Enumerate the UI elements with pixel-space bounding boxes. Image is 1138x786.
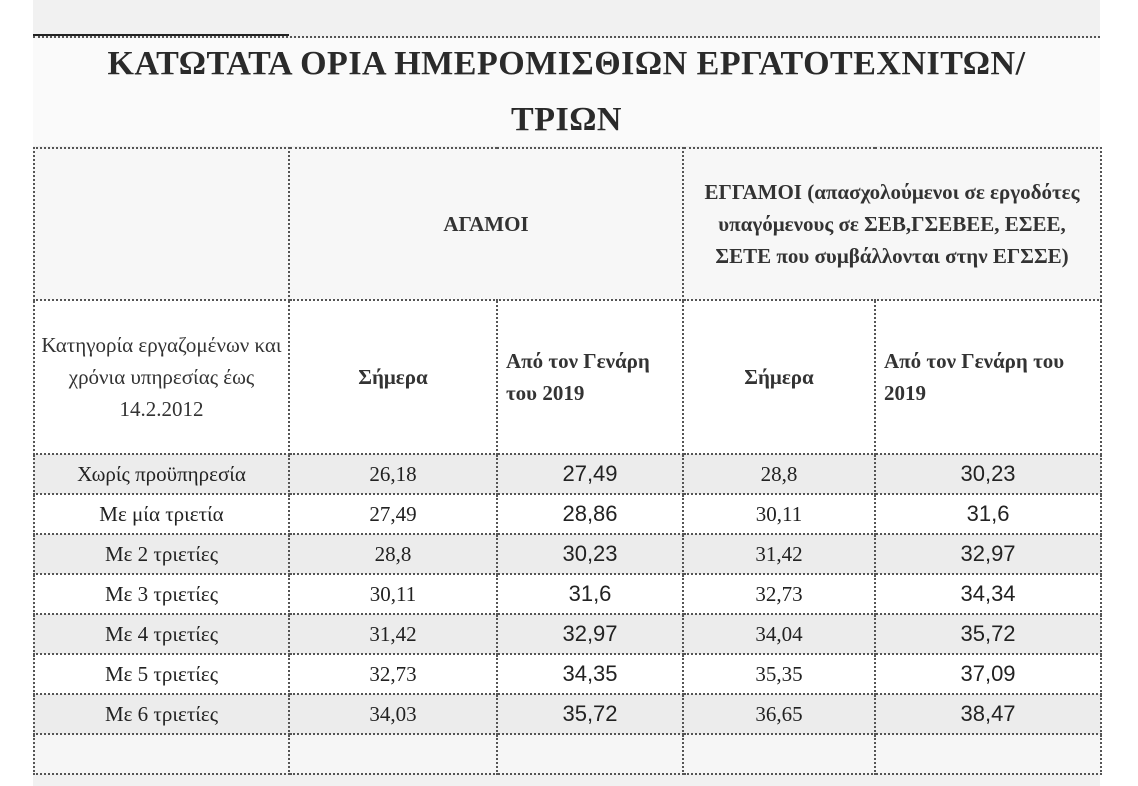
- married-group-header: ΕΓΓΑΜΟΙ (απασχολούμενοι σε εργοδότες υπαγόμενους σε ΣΕΒ,ΓΣΕΒΕΕ, ΕΣΕΕ, ΣΕΤΕ που συμβάλλονται στην ΕΓΣΣΕ): [683, 148, 1101, 300]
- single-2019-cell: 32,97: [497, 614, 683, 654]
- married-2019-cell: 32,97: [875, 534, 1101, 574]
- married-today-cell: 30,11: [683, 494, 875, 534]
- single-today-cell: 26,18: [289, 454, 497, 494]
- single-2019-cell: 34,35: [497, 654, 683, 694]
- table-row: [34, 494, 1101, 534]
- married-today-cell: 36,65: [683, 694, 875, 734]
- category-cell: Με 5 τριετίες: [34, 654, 289, 694]
- married-2019-header: Από τον Γενάρη του 2019: [875, 300, 1101, 454]
- married-2019-cell: 37,09: [875, 654, 1101, 694]
- table-title: [33, 38, 1100, 146]
- married-today-cell: 32,73: [683, 574, 875, 614]
- single-2019-cell: 31,6: [497, 574, 683, 614]
- married-2019-cell: 31,6: [875, 494, 1101, 534]
- single-today-header: Σήμερα: [289, 300, 497, 454]
- category-cell: Με μία τριετία: [34, 494, 289, 534]
- wage-table: [33, 147, 1102, 775]
- married-2019-cell: 30,23: [875, 454, 1101, 494]
- table-row: [34, 654, 1101, 694]
- column-header-row: [34, 300, 1101, 454]
- title-line-1: ΚΑΤΩΤΑΤΑ ΟΡΙΑ ΗΜΕΡΟΜΙΣΘΙΩΝ ΕΡΓΑΤΟΤΕΧΝΙΤΩΝ/: [107, 45, 1026, 82]
- single-today-cell: 32,73: [289, 654, 497, 694]
- table-row: [34, 614, 1101, 654]
- single-2019-cell: 35,72: [497, 694, 683, 734]
- married-today-header: Σήμερα: [683, 300, 875, 454]
- married-today-cell: 31,42: [683, 534, 875, 574]
- title-line-2: ΤΡΙΩΝ: [511, 101, 622, 138]
- single-today-cell: 34,03: [289, 694, 497, 734]
- empty-cell: [497, 734, 683, 774]
- table-row: [34, 694, 1101, 734]
- category-cell: Με 6 τριετίες: [34, 694, 289, 734]
- married-today-cell: 35,35: [683, 654, 875, 694]
- table-row: [34, 534, 1101, 574]
- category-cell: Με 2 τριετίες: [34, 534, 289, 574]
- single-2019-cell: 28,86: [497, 494, 683, 534]
- group-header-row: [34, 148, 1101, 300]
- table-row: [34, 574, 1101, 614]
- single-2019-cell: 30,23: [497, 534, 683, 574]
- empty-cell: [875, 734, 1101, 774]
- empty-cell: [683, 734, 875, 774]
- category-cell: Χωρίς προϋπηρεσία: [34, 454, 289, 494]
- single-today-cell: 28,8: [289, 534, 497, 574]
- empty-row: [34, 734, 1101, 774]
- married-2019-cell: 34,34: [875, 574, 1101, 614]
- category-column-header: Κατηγορία εργαζομένων και χρόνια υπηρεσίας έως 14.2.2012: [34, 300, 289, 454]
- empty-cell: [289, 734, 497, 774]
- single-today-cell: 31,42: [289, 614, 497, 654]
- married-2019-cell: 35,72: [875, 614, 1101, 654]
- single-2019-cell: 27,49: [497, 454, 683, 494]
- empty-header-cell: [34, 148, 289, 300]
- table-row: [34, 454, 1101, 494]
- empty-cell: [34, 734, 289, 774]
- single-2019-header: Από τον Γενάρη του 2019: [497, 300, 683, 454]
- married-today-cell: 28,8: [683, 454, 875, 494]
- single-group-header: ΑΓΑΜΟΙ: [289, 148, 683, 300]
- category-cell: Με 3 τριετίες: [34, 574, 289, 614]
- category-cell: Με 4 τριετίες: [34, 614, 289, 654]
- married-2019-cell: 38,47: [875, 694, 1101, 734]
- single-today-cell: 30,11: [289, 574, 497, 614]
- single-today-cell: 27,49: [289, 494, 497, 534]
- married-today-cell: 34,04: [683, 614, 875, 654]
